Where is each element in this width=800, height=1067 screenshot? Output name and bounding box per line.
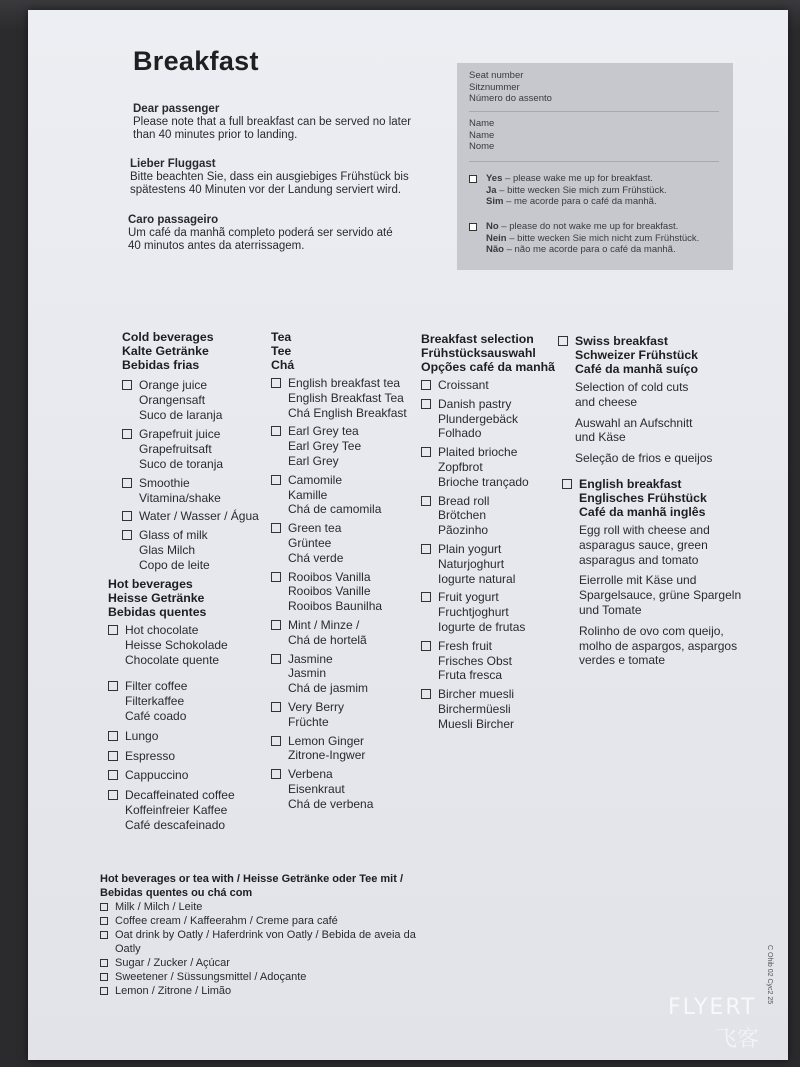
- checkbox[interactable]: [100, 931, 108, 939]
- menu-item[interactable]: [421, 378, 571, 393]
- extras-heading: Bebidas quentes ou chá com: [100, 887, 253, 899]
- checkbox[interactable]: [421, 380, 431, 390]
- checkbox[interactable]: [271, 736, 281, 746]
- checkbox[interactable]: [108, 681, 118, 691]
- menu-item-label: Decaffeinated coffee: [125, 788, 235, 803]
- section-heading: [558, 362, 758, 376]
- extras-item[interactable]: [100, 928, 430, 956]
- menu-item-label: Plaited brioche: [438, 445, 518, 460]
- extras-item-label: Coffee cream / Kaffeerahm / Creme para café: [115, 915, 338, 927]
- description-line: verdes e tomate: [579, 653, 666, 668]
- section-heading-text: Café da manhã suíço: [575, 362, 699, 376]
- section-heading: Frühstücksauswahl: [421, 346, 536, 360]
- menu-item-label: Kamille: [288, 487, 328, 502]
- tea-column: [271, 330, 416, 812]
- description-line: Egg roll with cheese and: [579, 523, 710, 537]
- menu-item[interactable]: [271, 767, 416, 811]
- extras-item[interactable]: [100, 970, 430, 984]
- menu-item-label: Fruchtjoghurt: [438, 605, 509, 620]
- menu-item[interactable]: [421, 494, 571, 538]
- checkbox[interactable]: [100, 973, 108, 981]
- menu-item-label: Birchermüesli: [438, 701, 511, 716]
- menu-item-label: Chá de hortelã: [288, 632, 367, 647]
- intro-line: than 40 minutes prior to landing.: [133, 129, 298, 141]
- extras-item[interactable]: [100, 900, 430, 914]
- checkbox[interactable]: [108, 731, 118, 741]
- checkbox[interactable]: [421, 447, 431, 457]
- menu-item-label: Lemon Ginger: [288, 733, 365, 748]
- menu-item-label: Folhado: [438, 426, 482, 441]
- hot-beverages-column: [108, 577, 268, 833]
- seat-form-box: [457, 63, 733, 270]
- menu-item[interactable]: [421, 639, 571, 683]
- menu-item-label: Jasmine: [288, 651, 333, 666]
- menu-item[interactable]: [271, 700, 416, 730]
- section-heading: [558, 334, 758, 348]
- extras-heading: Hot beverages or tea with / Heisse Getränke oder Tee mit /: [100, 873, 404, 885]
- description-line: asparagus and tomato: [579, 552, 699, 567]
- intro-heading: Lieber Fluggast: [130, 158, 216, 170]
- checkbox[interactable]: [271, 769, 281, 779]
- english-breakfast-column: [562, 477, 762, 668]
- menu-item-label: Filterkaffee: [125, 694, 185, 709]
- menu-item-label: Orangensaft: [139, 392, 206, 407]
- menu-item-label: Orange juice: [139, 378, 208, 392]
- checkbox[interactable]: [100, 959, 108, 967]
- menu-item[interactable]: [122, 427, 267, 471]
- checkbox[interactable]: [421, 496, 431, 506]
- menu-item-label: Glass of milk: [139, 528, 208, 543]
- menu-item-label: Rooibos Vanilla: [288, 569, 371, 584]
- section-heading: Heisse Getränke: [108, 591, 205, 605]
- extras-item-label: Sweetener / Süssungsmittel / Adoçante: [115, 971, 307, 983]
- menu-item[interactable]: [271, 570, 416, 614]
- intro-paragraph: [130, 158, 430, 197]
- checkbox[interactable]: [558, 336, 568, 346]
- extras-item[interactable]: [100, 984, 430, 998]
- name-line[interactable]: [469, 161, 719, 162]
- menu-item-label: Fresh fruit: [438, 638, 493, 653]
- menu-item-label: Iogurte natural: [438, 571, 516, 586]
- name-label-pt: Nome: [469, 141, 495, 152]
- menu-item[interactable]: [108, 768, 268, 783]
- menu-item[interactable]: [271, 618, 416, 648]
- menu-item-label: Very Berry: [288, 699, 345, 714]
- menu-item-label: Camomile: [288, 472, 343, 487]
- menu-item-label: Suco de laranja: [139, 407, 223, 422]
- seat-label-en: Seat number: [469, 70, 524, 81]
- menu-item[interactable]: [271, 473, 416, 517]
- menu-item[interactable]: [108, 679, 268, 723]
- name-label-en: Name: [469, 118, 495, 129]
- section-heading-text: Englisches Frühstück: [579, 491, 707, 505]
- checkbox[interactable]: [271, 426, 281, 436]
- intro-line: 40 minutos antes da aterrissagem.: [128, 240, 305, 252]
- menu-item-label: Café coado: [125, 708, 187, 723]
- extras-item-label: Milk / Milch / Leite: [115, 901, 203, 913]
- checkbox[interactable]: [108, 751, 118, 761]
- section-heading: [562, 491, 762, 505]
- menu-item[interactable]: [421, 590, 571, 634]
- breakfast-description: [558, 416, 758, 446]
- menu-item-label: Chá English Breakfast: [288, 405, 407, 420]
- name-label-de: Name: [469, 129, 495, 141]
- seat-label-pt: Número do assento: [469, 93, 552, 104]
- checkbox[interactable]: [108, 790, 118, 800]
- cold-beverages-column: [122, 330, 267, 573]
- checkbox[interactable]: [562, 479, 572, 489]
- menu-item-label: Brioche trançado: [438, 474, 529, 489]
- menu-item[interactable]: [108, 623, 268, 667]
- breakfast-description: [562, 523, 762, 567]
- menu-item[interactable]: [122, 378, 267, 422]
- menu-item-label: Glas Milch: [139, 542, 196, 557]
- menu-item-label: Suco de toranja: [139, 456, 224, 471]
- menu-item[interactable]: [271, 734, 416, 764]
- menu-item-label: Mint / Minze /: [288, 617, 360, 632]
- section-heading-text: English breakfast: [579, 477, 682, 491]
- menu-item[interactable]: [421, 445, 571, 489]
- menu-item-label: Plundergebäck: [438, 411, 519, 426]
- seat-number-line[interactable]: [469, 111, 719, 112]
- checkbox[interactable]: [108, 625, 118, 635]
- checkbox[interactable]: [271, 378, 281, 388]
- extras-item[interactable]: [100, 956, 430, 970]
- name-labels: [469, 118, 494, 153]
- extras-section: [100, 872, 430, 998]
- checkbox[interactable]: [421, 641, 431, 651]
- menu-item-label: Chá verde: [288, 550, 344, 565]
- checkbox[interactable]: [122, 511, 132, 521]
- menu-item-label: Früchte: [288, 714, 329, 729]
- menu-item-label: Grapefruit juice: [139, 427, 221, 442]
- menu-item-label: Bircher muesli: [438, 687, 515, 702]
- checkbox[interactable]: [108, 770, 118, 780]
- menu-item-label: Chá de verbena: [288, 796, 374, 811]
- wake-no-option[interactable]: No – please do not wake me up for breakfast. Nein – bitte wecken Sie mich nicht zum Frühstück. Não – não me acorde para o café da manhã.: [469, 221, 699, 256]
- section-heading: Chá: [271, 358, 295, 372]
- intro-line: spätestens 40 Minuten vor der Landung serviert wird.: [130, 184, 402, 196]
- intro-line: Bitte beachten Sie, dass ein ausgiebiges Frühstück bis: [130, 171, 409, 183]
- extras-item-label: Oat drink by Oatly / Haferdrink von Oatly / Bebida de aveia da Oatly: [115, 929, 416, 955]
- menu-item-label: English breakfast tea: [288, 376, 401, 390]
- menu-item-label: Verbena: [288, 767, 333, 782]
- menu-item-label: Heisse Schokolade: [125, 637, 228, 652]
- checkbox[interactable]: [271, 475, 281, 485]
- description-line: Auswahl an Aufschnitt: [575, 415, 693, 430]
- menu-item[interactable]: [108, 729, 268, 744]
- checkbox[interactable]: [271, 572, 281, 582]
- menu-item[interactable]: [122, 476, 267, 506]
- intro-line: Please note that a full breakfast can be served no later: [133, 116, 412, 128]
- breakfast-description: [562, 624, 762, 668]
- menu-item-label: Bread roll: [438, 493, 490, 508]
- menu-item-label: Grüntee: [288, 535, 332, 550]
- seat-label-de: Sitznummer: [469, 81, 520, 93]
- checkbox[interactable]: [271, 523, 281, 533]
- section-heading-text: Swiss breakfast: [575, 334, 668, 348]
- intro-heading: Dear passenger: [133, 103, 220, 115]
- breakfast-description: [562, 573, 762, 617]
- checkbox[interactable]: [421, 592, 431, 602]
- menu-item-label: Muesli Bircher: [438, 716, 515, 731]
- description-line: Selection of cold cuts: [575, 380, 689, 394]
- menu-item-label: Danish pastry: [438, 396, 512, 411]
- section-heading: Bebidas quentes: [108, 605, 207, 619]
- extras-item-label: Sugar / Zucker / Açúcar: [115, 957, 230, 969]
- checkbox[interactable]: [271, 654, 281, 664]
- menu-item-label: Café descafeinado: [125, 817, 226, 832]
- breakfast-description: [558, 451, 758, 466]
- menu-item-label: Fruit yogurt: [438, 590, 499, 605]
- section-heading: Kalte Getränke: [122, 344, 209, 358]
- menu-item[interactable]: [421, 687, 571, 731]
- intro-paragraph: [133, 103, 433, 142]
- checkbox[interactable]: [421, 399, 431, 409]
- menu-item[interactable]: [271, 652, 416, 696]
- intro-line: Um café da manhã completo poderá ser servido até: [128, 227, 393, 239]
- menu-item-label: Jasmin: [288, 666, 327, 681]
- watermark: FLYERT: [668, 995, 757, 1020]
- wake-yes-checkbox[interactable]: [469, 175, 477, 183]
- menu-item[interactable]: [421, 542, 571, 586]
- menu-item[interactable]: [122, 528, 267, 572]
- swiss-breakfast-column: [558, 334, 758, 466]
- description-line: asparagus sauce, green: [579, 537, 708, 552]
- menu-item-label: Earl Grey Tee: [288, 439, 362, 454]
- checkbox[interactable]: [122, 380, 132, 390]
- menu-item-label: Koffeinfreier Kaffee: [125, 802, 228, 817]
- intro-heading: Caro passageiro: [128, 214, 219, 226]
- checkbox[interactable]: [421, 689, 431, 699]
- menu-item[interactable]: [271, 521, 416, 565]
- menu-item-label: Lungo: [125, 728, 159, 743]
- breakfast-description: [558, 380, 758, 410]
- checkbox[interactable]: [271, 702, 281, 712]
- checkbox[interactable]: [122, 478, 132, 488]
- menu-item-label: Chocolate quente: [125, 652, 220, 667]
- menu-item-label: Green tea: [288, 521, 342, 536]
- menu-item-label: Frisches Obst: [438, 653, 513, 668]
- menu-item-label: Filter coffee: [125, 679, 188, 694]
- menu-item-label: Chá de jasmim: [288, 681, 369, 696]
- description-line: Rolinho de ovo com queijo,: [579, 623, 724, 638]
- description-line: und Käse: [575, 430, 626, 445]
- menu-item-label: Chá de camomila: [288, 502, 382, 517]
- menu-item-label: Rooibos Vanille: [288, 584, 371, 599]
- menu-item[interactable]: [108, 749, 268, 764]
- section-heading: Opções café da manhã: [421, 360, 555, 374]
- menu-item-label: Cappuccino: [125, 768, 189, 783]
- section-heading: Tee: [271, 344, 292, 358]
- menu-item-label: Espresso: [125, 748, 176, 763]
- section-heading-text: Schweizer Frühstück: [575, 348, 699, 362]
- menu-item-label: Eisenkraut: [288, 781, 345, 796]
- description-line: und Tomate: [579, 602, 642, 617]
- extras-item-label: Lemon / Zitrone / Limão: [115, 985, 232, 997]
- menu-item-label: Zitrone-Ingwer: [288, 748, 366, 763]
- checkbox[interactable]: [122, 530, 132, 540]
- menu-item-label: Copo de leite: [139, 557, 210, 572]
- description-line: Spargelsauce, grüne Spargeln: [579, 588, 742, 603]
- menu-item-label: Rooibos Baunilha: [288, 599, 383, 614]
- intro-paragraph: [128, 214, 428, 253]
- menu-item-label: Plain yogurt: [438, 541, 502, 556]
- description-line: molho de aspargos, aspargos: [579, 638, 738, 653]
- menu-item[interactable]: [421, 397, 571, 441]
- menu-item-label: Iogurte de frutas: [438, 619, 526, 634]
- watermark-cn: 飞客: [715, 1027, 760, 1052]
- menu-item[interactable]: [122, 509, 267, 524]
- checkbox[interactable]: [271, 620, 281, 630]
- wake-no-checkbox[interactable]: [469, 223, 477, 231]
- menu-item-label: Naturjoghurt: [438, 556, 505, 571]
- menu-item-label: Fruta fresca: [438, 668, 503, 683]
- menu-item[interactable]: [271, 424, 416, 468]
- section-heading: [562, 477, 762, 491]
- section-heading: Bebidas frias: [122, 358, 200, 372]
- wake-yes-option[interactable]: Yes – please wake me up for breakfast. Ja – bitte wecken Sie mich zum Frühstück. Sim – me acorde para o café da manhã.: [469, 173, 667, 208]
- menu-item[interactable]: [108, 788, 268, 832]
- section-heading-text: Café da manhã inglês: [579, 505, 706, 519]
- section-heading: Hot beverages: [108, 577, 193, 591]
- description-line: Eierrolle mit Käse und: [579, 573, 697, 588]
- seat-number-labels: [469, 70, 552, 105]
- checkbox[interactable]: [122, 429, 132, 439]
- menu-item-label: Grapefruitsaft: [139, 442, 212, 457]
- section-heading: Cold beverages: [122, 330, 214, 344]
- extras-item[interactable]: [100, 914, 430, 928]
- menu-item-label: Earl Grey tea: [288, 424, 359, 439]
- checkbox[interactable]: [100, 987, 108, 995]
- menu-item-label: Earl Grey: [288, 453, 339, 468]
- description-line: Seleção de frios e queijos: [575, 451, 713, 466]
- breakfast-selection-column: [421, 332, 571, 732]
- section-heading: [558, 348, 758, 362]
- section-heading: [562, 505, 762, 519]
- menu-item-label: Hot chocolate: [125, 623, 199, 637]
- menu-item-label: Brötchen: [438, 508, 487, 523]
- section-heading: Tea: [271, 330, 292, 344]
- menu-item[interactable]: [271, 376, 416, 420]
- menu-item-label: Vitamina/shake: [139, 490, 221, 505]
- menu-item-label: Zopfbrot: [438, 459, 483, 474]
- menu-item-label: English Breakfast Tea: [288, 390, 404, 405]
- checkbox[interactable]: [421, 544, 431, 554]
- menu-item-label: Pãozinho: [438, 523, 489, 538]
- print-code: C Ohib 02 Cyc2 25: [766, 945, 773, 1005]
- section-heading: Breakfast selection: [421, 332, 534, 346]
- description-line: and cheese: [575, 394, 638, 409]
- checkbox[interactable]: [100, 917, 108, 925]
- menu-item-label: Smoothie: [139, 475, 190, 490]
- menu-item-label: Water / Wasser / Água: [139, 509, 259, 524]
- page-title: Breakfast: [133, 46, 259, 76]
- checkbox[interactable]: [100, 903, 108, 911]
- menu-item-label: Croissant: [438, 378, 489, 392]
